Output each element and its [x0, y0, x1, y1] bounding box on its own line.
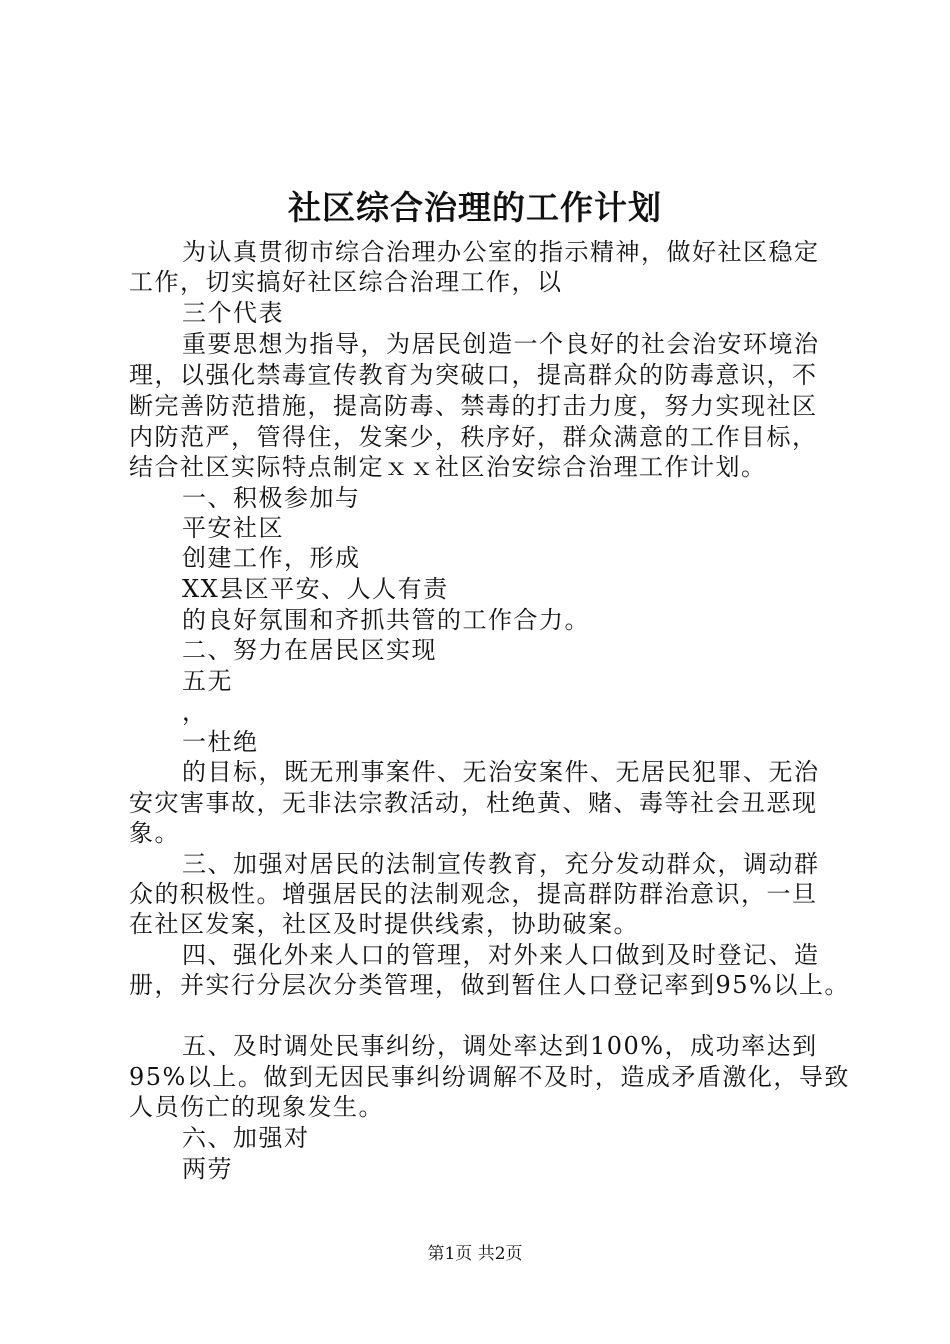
body-line: 结合社区实际特点制定ｘｘ社区治安综合治理工作计划。: [129, 453, 767, 481]
body-line: 在社区发案，社区及时提供线索，协助破案。: [129, 910, 639, 938]
body-line: 创建工作，形成: [182, 544, 361, 572]
body-line: 册，并实行分层次分类管理，做到暂住人口登记率到95%以上。: [129, 971, 850, 999]
body-line: 内防范严，管得住，发案少，秩序好，群众满意的工作目标，: [129, 423, 818, 451]
body-line: 工作，切实搞好社区综合治理工作，以: [129, 268, 563, 296]
body-line: 的良好氛围和齐抓共管的工作合力。: [182, 606, 590, 634]
body-line: 95%以上。做到无因民事纠纷调解不及时，造成矛盾激化，导致: [129, 1063, 850, 1091]
section-heading: 二、努力在居民区实现: [182, 636, 437, 664]
body-line: 五无: [182, 667, 233, 695]
section-heading: 六、加强对: [182, 1124, 310, 1152]
body-line: 理，以强化禁毒宣传教育为突破口，提高群众的防毒意识，不: [129, 361, 818, 389]
body-line: XX县区平安、人人有责: [182, 575, 449, 603]
section-heading: 一、积极参加与: [182, 484, 361, 512]
body-line: 一杜绝: [182, 728, 259, 756]
page-number-footer: 第1页 共2页: [427, 1244, 523, 1264]
section-heading: 三、加强对居民的法制宣传教育，充分发动群众，调动群: [182, 850, 820, 878]
body-line: 象。: [129, 819, 180, 847]
body-line: 的目标，既无刑事案件、无治安案件、无居民犯罪、无治: [182, 758, 820, 786]
body-line: ，: [182, 698, 208, 726]
body-line: 重要思想为指导，为居民创造一个良好的社会治安环境治: [182, 330, 820, 358]
body-line: 三个代表: [182, 299, 284, 327]
body-line: 两劳: [182, 1155, 233, 1183]
document-title: 社区综合治理的工作计划: [288, 188, 662, 227]
body-line: 众的积极性。增强居民的法制观念，提高群防群治意识，一旦: [129, 880, 818, 908]
body-line: 为认真贯彻市综合治理办公室的指示精神，做好社区稳定: [182, 238, 820, 266]
body-line: 平安社区: [182, 514, 284, 542]
body-line: 人员伤亡的现象发生。: [129, 1093, 384, 1121]
section-heading: 四、强化外来人口的管理，对外来人口做到及时登记、造: [182, 941, 820, 969]
body-line: 安灾害事故，无非法宗教活动，杜绝黄、赌、毒等社会丑恶现: [129, 789, 818, 817]
body-line: 断完善防范措施，提高防毒、禁毒的打击力度，努力实现社区: [129, 392, 818, 420]
section-heading: 五、及时调处民事纠纷，调处率达到100%，成功率达到: [182, 1032, 818, 1060]
